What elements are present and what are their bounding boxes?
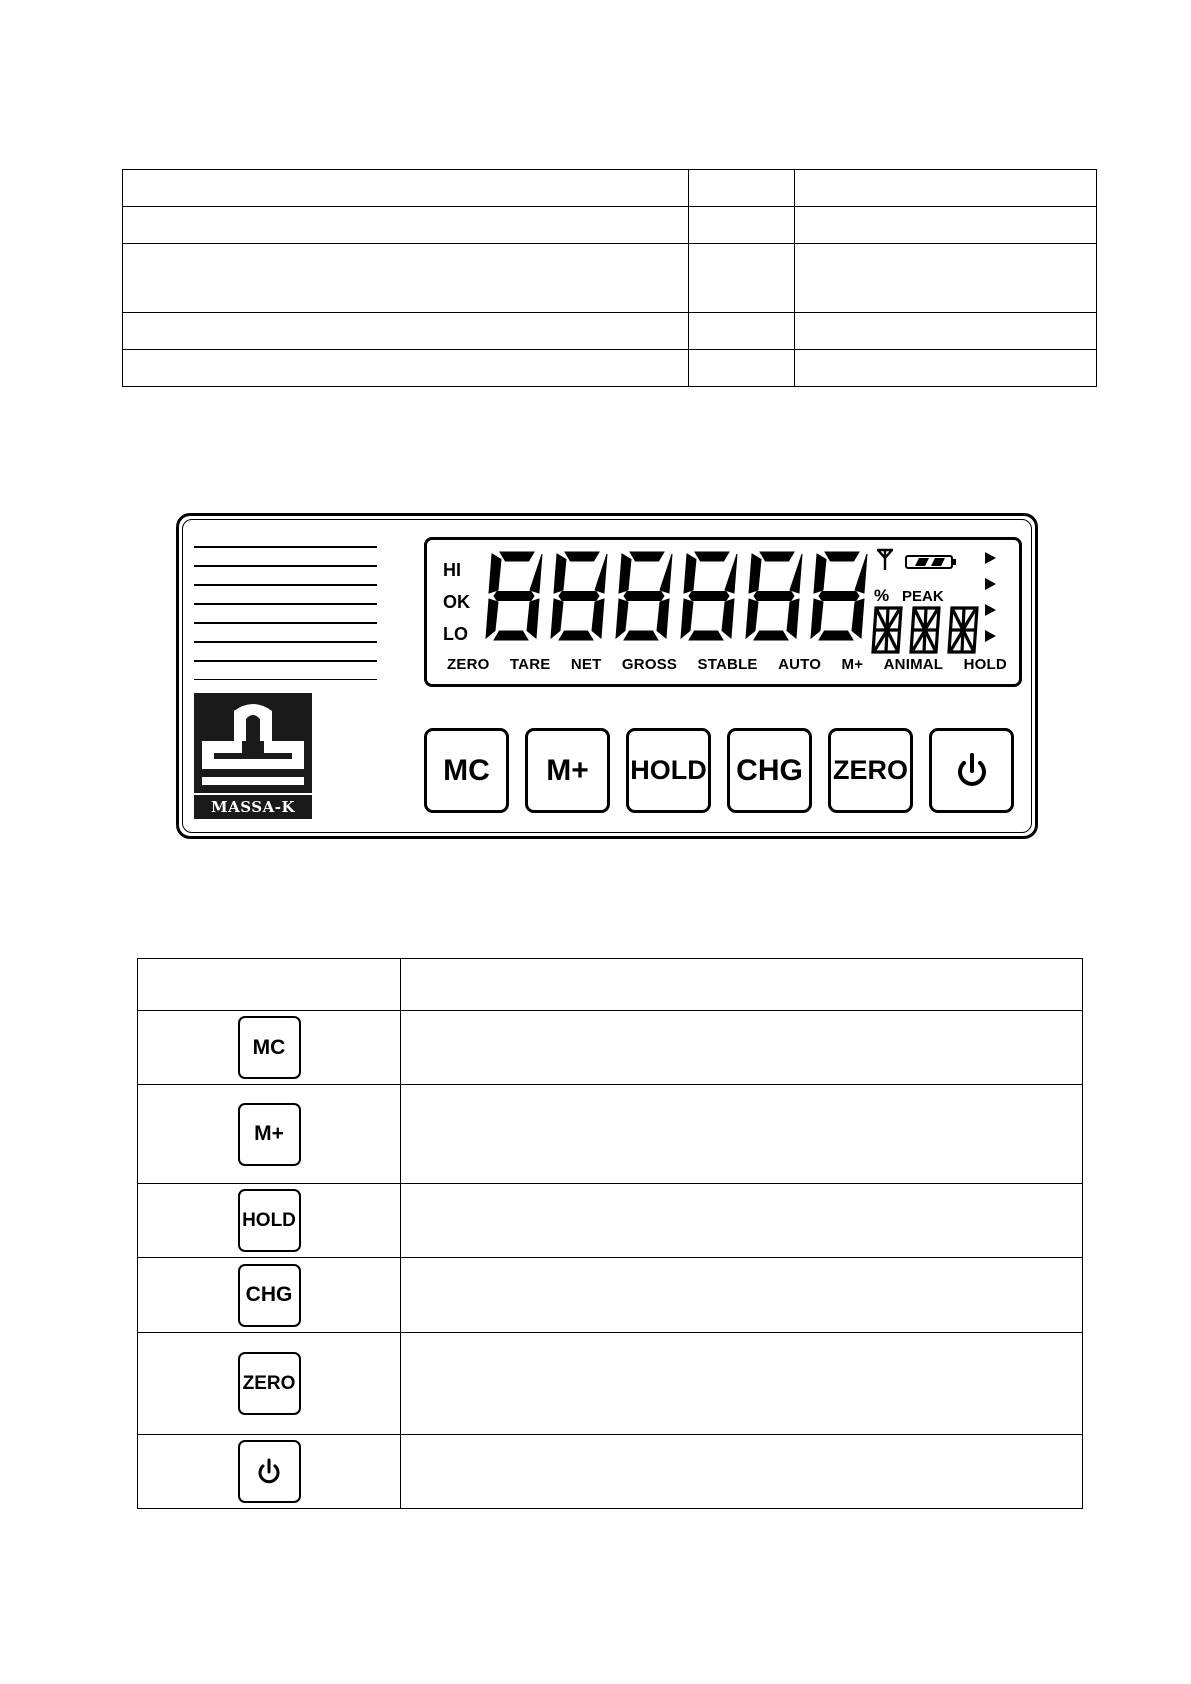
spec-cell bbox=[123, 350, 689, 387]
spec-cell bbox=[123, 170, 689, 207]
keypad bbox=[424, 728, 1029, 818]
annunciator-auto: AUTO bbox=[778, 656, 822, 673]
annunciator-tare: TARE bbox=[509, 656, 551, 673]
spec-cell bbox=[689, 350, 795, 387]
arrow-indicator-icon bbox=[985, 578, 996, 590]
logo-mark-icon bbox=[194, 693, 312, 793]
alphanumeric-digit bbox=[873, 608, 901, 652]
status-lo: LO bbox=[443, 624, 468, 644]
spec-cell bbox=[123, 244, 689, 313]
antenna-icon bbox=[875, 548, 895, 572]
percent-indicator: % bbox=[874, 586, 890, 605]
key-cell bbox=[138, 1085, 401, 1184]
header-cell-key bbox=[138, 959, 401, 1011]
hold-button[interactable]: HOLD bbox=[626, 728, 711, 813]
annunciator-row bbox=[447, 656, 1007, 673]
annunciator-hold: HOLD bbox=[963, 656, 1007, 673]
zero-button[interactable]: ZERO bbox=[828, 728, 913, 813]
status-hi: HI bbox=[443, 560, 461, 580]
annunciator-m-plus: M+ bbox=[841, 656, 864, 673]
key-description bbox=[401, 1435, 1083, 1509]
key-description bbox=[401, 1184, 1083, 1258]
peak-indicator: PEAK bbox=[902, 588, 944, 605]
spec-cell bbox=[795, 170, 1097, 207]
key-cell bbox=[138, 1333, 401, 1435]
spec-cell bbox=[795, 244, 1097, 313]
arrow-indicator-icon bbox=[985, 604, 996, 616]
lcd-display bbox=[424, 537, 1022, 687]
lcd-digit bbox=[551, 552, 607, 640]
chg-button[interactable]: CHG bbox=[727, 728, 812, 813]
label-area-lines bbox=[194, 546, 377, 698]
header-cell-description bbox=[401, 959, 1083, 1011]
key-cell bbox=[138, 1184, 401, 1258]
key-cell bbox=[138, 1011, 401, 1085]
spec-cell bbox=[689, 170, 795, 207]
annunciator-stable: STABLE bbox=[697, 656, 758, 673]
seven-segment-digits bbox=[479, 550, 869, 655]
battery-icon bbox=[905, 554, 957, 570]
spec-table bbox=[122, 169, 1097, 387]
spec-cell bbox=[689, 313, 795, 350]
lcd-digit bbox=[616, 552, 672, 640]
annunciator-zero: ZERO bbox=[447, 656, 490, 673]
annunciator-net: NET bbox=[570, 656, 602, 673]
spec-cell bbox=[689, 244, 795, 313]
key-cell bbox=[138, 1435, 401, 1509]
key-description bbox=[401, 1085, 1083, 1184]
key-cell bbox=[138, 1258, 401, 1333]
spec-cell bbox=[689, 207, 795, 244]
hold-key-image: HOLD bbox=[238, 1189, 301, 1252]
annunciator-gross: GROSS bbox=[621, 656, 678, 673]
spec-cell bbox=[123, 313, 689, 350]
zero-key-image: ZERO bbox=[238, 1352, 301, 1415]
indicator-front-panel bbox=[176, 513, 1038, 839]
power-button[interactable] bbox=[929, 728, 1014, 813]
mc-key-image: MC bbox=[238, 1016, 301, 1079]
status-ok: OK bbox=[443, 592, 470, 612]
power-key-image bbox=[238, 1440, 301, 1503]
arrow-indicator-icon bbox=[985, 630, 996, 642]
arrow-indicator-icon bbox=[985, 552, 996, 564]
spec-cell bbox=[795, 207, 1097, 244]
mc-button[interactable]: MC bbox=[424, 728, 509, 813]
key-description bbox=[401, 1011, 1083, 1085]
lcd-digit bbox=[681, 552, 737, 640]
spec-cell bbox=[795, 313, 1097, 350]
spec-cell bbox=[795, 350, 1097, 387]
power-icon bbox=[952, 751, 992, 791]
brand-name: MASSA-K bbox=[194, 795, 312, 819]
chg-key-image: CHG bbox=[238, 1264, 301, 1327]
alphanumeric-segments bbox=[867, 606, 982, 654]
brand-logo bbox=[194, 693, 312, 819]
key-description bbox=[401, 1333, 1083, 1435]
alphanumeric-digit bbox=[949, 608, 977, 652]
lcd-digit bbox=[746, 552, 802, 640]
m-plus-key-image: M+ bbox=[238, 1103, 301, 1166]
lcd-digit bbox=[486, 552, 542, 640]
key-description-table bbox=[137, 958, 1083, 1509]
lcd-digit bbox=[811, 552, 867, 640]
m-plus-button[interactable]: M+ bbox=[525, 728, 610, 813]
spec-cell bbox=[123, 207, 689, 244]
power-icon bbox=[254, 1457, 284, 1487]
annunciator-animal: ANIMAL bbox=[883, 656, 944, 673]
alphanumeric-digit bbox=[911, 608, 939, 652]
key-description bbox=[401, 1258, 1083, 1333]
